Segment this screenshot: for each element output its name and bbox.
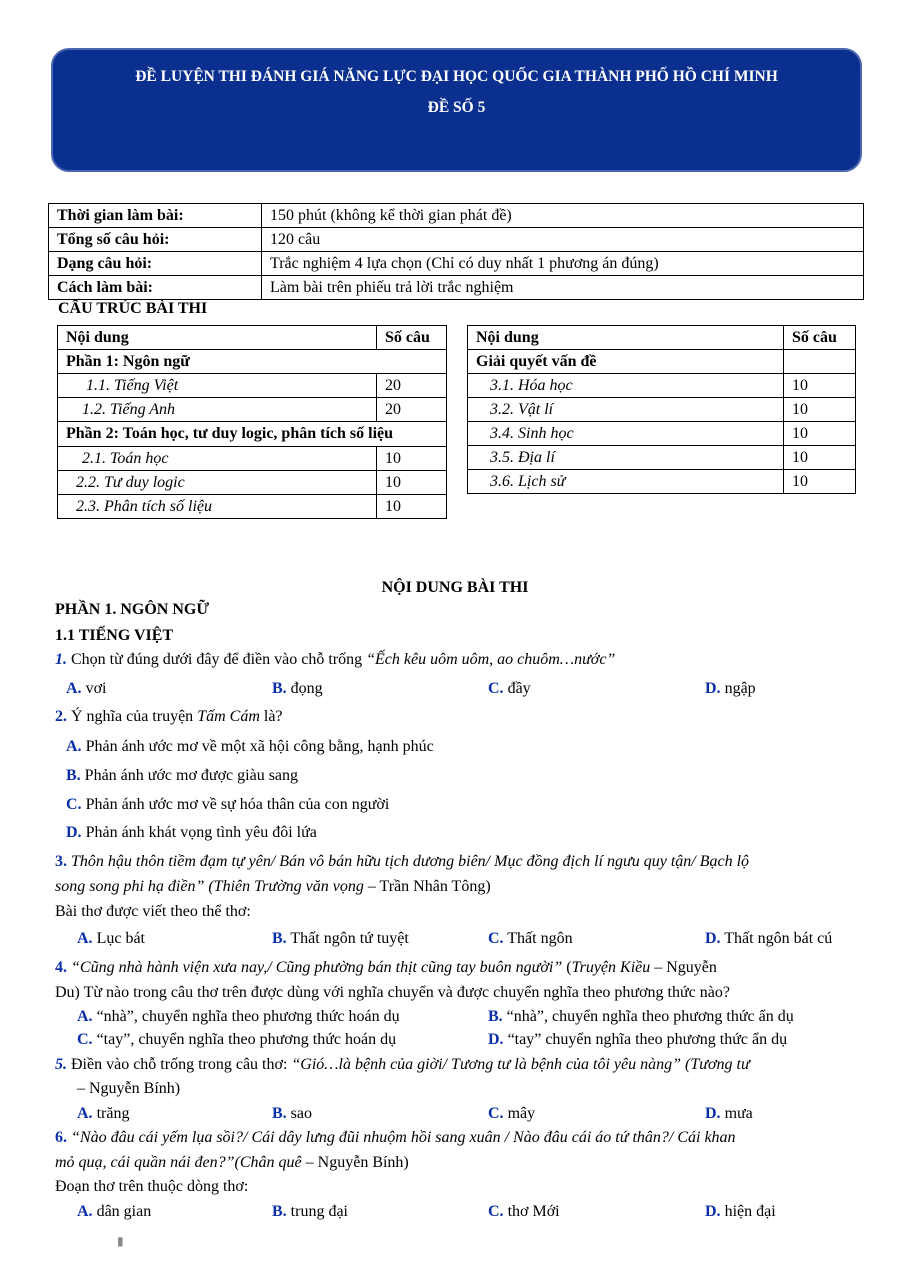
subject-name: 3.2. Vật lí [468, 398, 784, 422]
question-2 [55, 708, 855, 726]
option-text: Phản ánh ước mơ về một xã hội công bằng, hạnh phúc [85, 738, 434, 755]
part-row [58, 422, 447, 447]
option-label: B. [272, 1105, 287, 1122]
option-a [77, 1105, 129, 1123]
option-label: C. [488, 930, 504, 947]
subject-name: 2.1. Toán học [58, 447, 377, 471]
table-row [468, 422, 856, 446]
option-text: dân gian [96, 1203, 152, 1220]
question-quote: mỏ quạ, cái quần nái đen?”(Chân quê [55, 1154, 302, 1171]
section-title: NỘI DUNG BÀI THI [381, 579, 529, 596]
option-label: C. [488, 1203, 504, 1220]
structure-title: CẤU TRÚC BÀI THI [58, 300, 208, 317]
option-label: C. [488, 680, 504, 697]
option-text: vơi [85, 680, 107, 697]
subject-count: 10 [784, 446, 856, 470]
option-label: B. [272, 930, 287, 947]
exam-title: ĐỀ LUYỆN THI ĐÁNH GIÁ NĂNG LỰC ĐẠI HỌC QUỐC GIA THÀNH PHỐ HỒ CHÍ MINH [135, 68, 778, 85]
option-a [66, 738, 434, 756]
info-row [49, 276, 864, 300]
part-label: Phần 1: Ngôn ngữ [58, 350, 447, 374]
col-count-header: Số câu [784, 326, 856, 350]
option-b [272, 1203, 348, 1221]
option-b [488, 1008, 794, 1026]
question-6-line-2 [55, 1154, 855, 1172]
option-c [488, 930, 573, 948]
option-label: D. [705, 930, 721, 947]
option-text: thơ Mới [507, 1203, 560, 1220]
question-3-line-2 [55, 878, 855, 896]
question-quote: “Ếch kêu uôm uôm, ao chuôm…nước” [366, 651, 616, 668]
info-value: 120 câu [262, 228, 864, 252]
question-6 [55, 1129, 855, 1147]
option-b [272, 680, 323, 698]
option-text: “tay”, chuyển nghĩa theo phương thức hoán dụ [96, 1031, 397, 1048]
question-4-line-2: Du) Từ nào trong câu thơ trên được dùng với nghĩa chuyển và được chuyển nghĩa theo phương thức nào? [55, 984, 730, 1001]
option-text: Thất ngôn bát cú [724, 930, 833, 947]
option-c [488, 680, 531, 698]
question-3 [55, 853, 855, 871]
option-label: B. [488, 1008, 503, 1025]
option-d [705, 1105, 753, 1123]
option-label: A. [77, 1008, 93, 1025]
question-5-line-2: – Nguyễn Bính) [77, 1080, 181, 1097]
option-label: A. [77, 1105, 93, 1122]
part-row [58, 350, 447, 374]
option-label: A. [66, 738, 82, 755]
option-c [488, 1203, 560, 1221]
option-a [77, 1008, 400, 1026]
question-prompt: Bài thơ được viết theo thể thơ: [55, 903, 251, 920]
info-row [49, 228, 864, 252]
option-c [488, 1105, 535, 1123]
table-row [468, 398, 856, 422]
option-d [705, 680, 756, 698]
option-b [272, 1105, 312, 1123]
option-text: hiện đại [724, 1203, 776, 1220]
option-d [66, 824, 317, 842]
question-5 [55, 1056, 855, 1074]
question-number: 2. [55, 708, 67, 725]
info-label: Thời gian làm bài: [49, 204, 262, 228]
part-title: PHẦN 1. NGÔN NGỮ [55, 601, 210, 618]
question-text-end: là? [259, 708, 283, 725]
option-label: D. [705, 1105, 721, 1122]
option-label: D. [66, 824, 82, 841]
info-label: Cách làm bài: [49, 276, 262, 300]
question-quote: “Cũng nhà hành viện xưa nay,/ Cũng phường bán thịt cũng tay buôn người” [67, 959, 563, 976]
option-label: C. [66, 796, 82, 813]
part-label: Giải quyết vấn đề [468, 350, 784, 374]
info-row [49, 252, 864, 276]
option-label: D. [488, 1031, 504, 1048]
subject-count: 10 [784, 398, 856, 422]
option-d [705, 930, 832, 948]
question-number: 4. [55, 959, 67, 976]
option-c [66, 796, 389, 814]
subject-name: 2.3. Phân tích số liệu [58, 495, 377, 519]
option-a [77, 1203, 151, 1221]
info-label: Tổng số câu hỏi: [49, 228, 262, 252]
question-text: Ý nghĩa của truyện [67, 708, 198, 725]
col-content-header: Nội dung [58, 326, 377, 350]
option-text: “nhà”, chuyển nghĩa theo phương thức hoán dụ [96, 1008, 400, 1025]
option-text: Phản ánh ước mơ được giàu sang [84, 767, 299, 784]
table-row [58, 398, 447, 422]
option-label: A. [77, 930, 93, 947]
option-label: B. [66, 767, 81, 784]
table-row [58, 471, 447, 495]
option-a [77, 930, 145, 948]
structure-table-right [467, 325, 856, 494]
subject-count: 10 [784, 470, 856, 494]
option-label: D. [705, 680, 721, 697]
page-mark: ▮ [117, 1234, 124, 1248]
question-prompt: Đoạn thơ trên thuộc dòng thơ: [55, 1178, 249, 1195]
question-1 [55, 651, 855, 669]
subject-name: 2.2. Tư duy logic [58, 471, 377, 495]
subject-name: 3.4. Sinh học [468, 422, 784, 446]
question-quote: “Gió…là bệnh của giời/ Tương tư là bệnh của tôi yêu nàng” (Tương tư [291, 1056, 750, 1073]
option-label: C. [488, 1105, 504, 1122]
option-text: sao [290, 1105, 312, 1122]
question-text: Thôn hậu thôn tiềm đạm tự yên/ Bán vô bán hữu tịch dương biên/ Mục đồng địch lí ngưu quy tận/ Bạch lộ [67, 853, 750, 870]
question-source-open: ( [562, 959, 572, 976]
option-text: trung đại [290, 1203, 348, 1220]
question-source-title: Truyện Kiều [571, 959, 651, 976]
col-count-header: Số câu [377, 326, 447, 350]
subject-count: 20 [377, 374, 447, 398]
subject-name: 1.2. Tiếng Anh [58, 398, 377, 422]
subsection-title: 1.1 TIẾNG VIỆT [55, 627, 174, 644]
option-text: Thất ngôn [507, 930, 573, 947]
option-text: “nhà”, chuyển nghĩa theo phương thức ẩn dụ [506, 1008, 794, 1025]
question-source: – Trần Nhân Tông) [363, 878, 491, 895]
part-count-empty [784, 350, 856, 374]
subject-name: 1.1. Tiếng Việt [58, 374, 377, 398]
question-number: 1. [55, 651, 67, 668]
structure-table-left [57, 325, 447, 519]
header-banner [51, 48, 862, 172]
option-d [705, 1203, 776, 1221]
option-label: A. [66, 680, 82, 697]
question-source: – Nguyễn Bính) [301, 1154, 409, 1171]
option-text: Lục bát [96, 930, 145, 947]
table-row [58, 374, 447, 398]
info-label: Dạng câu hỏi: [49, 252, 262, 276]
option-b [272, 930, 409, 948]
question-quote: “Nào đâu cái yếm lụa sồi?/ Cái dây lưng đũi nhuộm hồi sang xuân / Nào đâu cái áo tứ thân?/ Cái khan [67, 1129, 736, 1146]
question-4 [55, 959, 855, 977]
option-label: B. [272, 680, 287, 697]
option-text: mưa [724, 1105, 753, 1122]
question-number: 6. [55, 1129, 67, 1146]
subject-name: 3.1. Hóa học [468, 374, 784, 398]
subject-count: 10 [377, 447, 447, 471]
subject-name: 3.5. Địa lí [468, 446, 784, 470]
subject-count: 20 [377, 398, 447, 422]
table-row [468, 470, 856, 494]
option-b [66, 767, 298, 785]
part-row [468, 350, 856, 374]
table-row [468, 374, 856, 398]
option-label: C. [77, 1031, 93, 1048]
option-text: Thất ngôn tứ tuyệt [290, 930, 409, 947]
table-row [58, 495, 447, 519]
option-text: Phản ánh ước mơ về sự hóa thân của con người [85, 796, 390, 813]
exam-info-table [48, 203, 864, 300]
option-text: ngập [724, 680, 756, 697]
question-text: Chọn từ đúng dưới đây để điền vào chỗ trống [67, 651, 367, 668]
subject-count: 10 [377, 471, 447, 495]
subject-count: 10 [784, 422, 856, 446]
option-label: B. [272, 1203, 287, 1220]
option-label: D. [705, 1203, 721, 1220]
option-a [66, 680, 106, 698]
option-text: đầy [507, 680, 531, 697]
question-text: Điền vào chỗ trống trong câu thơ: [67, 1056, 292, 1073]
info-value: 150 phút (không kể thời gian phát đề) [262, 204, 864, 228]
option-text: trăng [96, 1105, 130, 1122]
table-header-row [58, 326, 447, 350]
info-value: Làm bài trên phiếu trả lời trắc nghiệm [262, 276, 864, 300]
info-value: Trắc nghiệm 4 lựa chọn (Chỉ có duy nhất 1 phương án đúng) [262, 252, 864, 276]
option-text: đọng [290, 680, 323, 697]
info-row [49, 204, 864, 228]
option-c [77, 1031, 396, 1049]
col-content-header: Nội dung [468, 326, 784, 350]
table-header-row [468, 326, 856, 350]
table-row [468, 446, 856, 470]
question-number: 3. [55, 853, 67, 870]
option-label: A. [77, 1203, 93, 1220]
subject-name: 3.6. Lịch sử [468, 470, 784, 494]
option-text: Phản ánh khát vọng tình yêu đôi lứa [85, 824, 317, 841]
question-title-ref: Tấm Cám [197, 708, 260, 725]
question-text: song song phi hạ điền” (Thiên Trường văn vọng [55, 878, 364, 895]
option-text: “tay” chuyển nghĩa theo phương thức ẩn dụ [507, 1031, 788, 1048]
subject-count: 10 [377, 495, 447, 519]
question-source-author: – Nguyễn [650, 959, 717, 976]
option-d [488, 1031, 787, 1049]
question-number: 5. [55, 1056, 67, 1073]
part-label: Phần 2: Toán học, tư duy logic, phân tích số liệu [58, 422, 447, 447]
table-row [58, 447, 447, 471]
option-text: mây [507, 1105, 536, 1122]
exam-number: ĐỀ SỐ 5 [427, 99, 486, 116]
subject-count: 10 [784, 374, 856, 398]
